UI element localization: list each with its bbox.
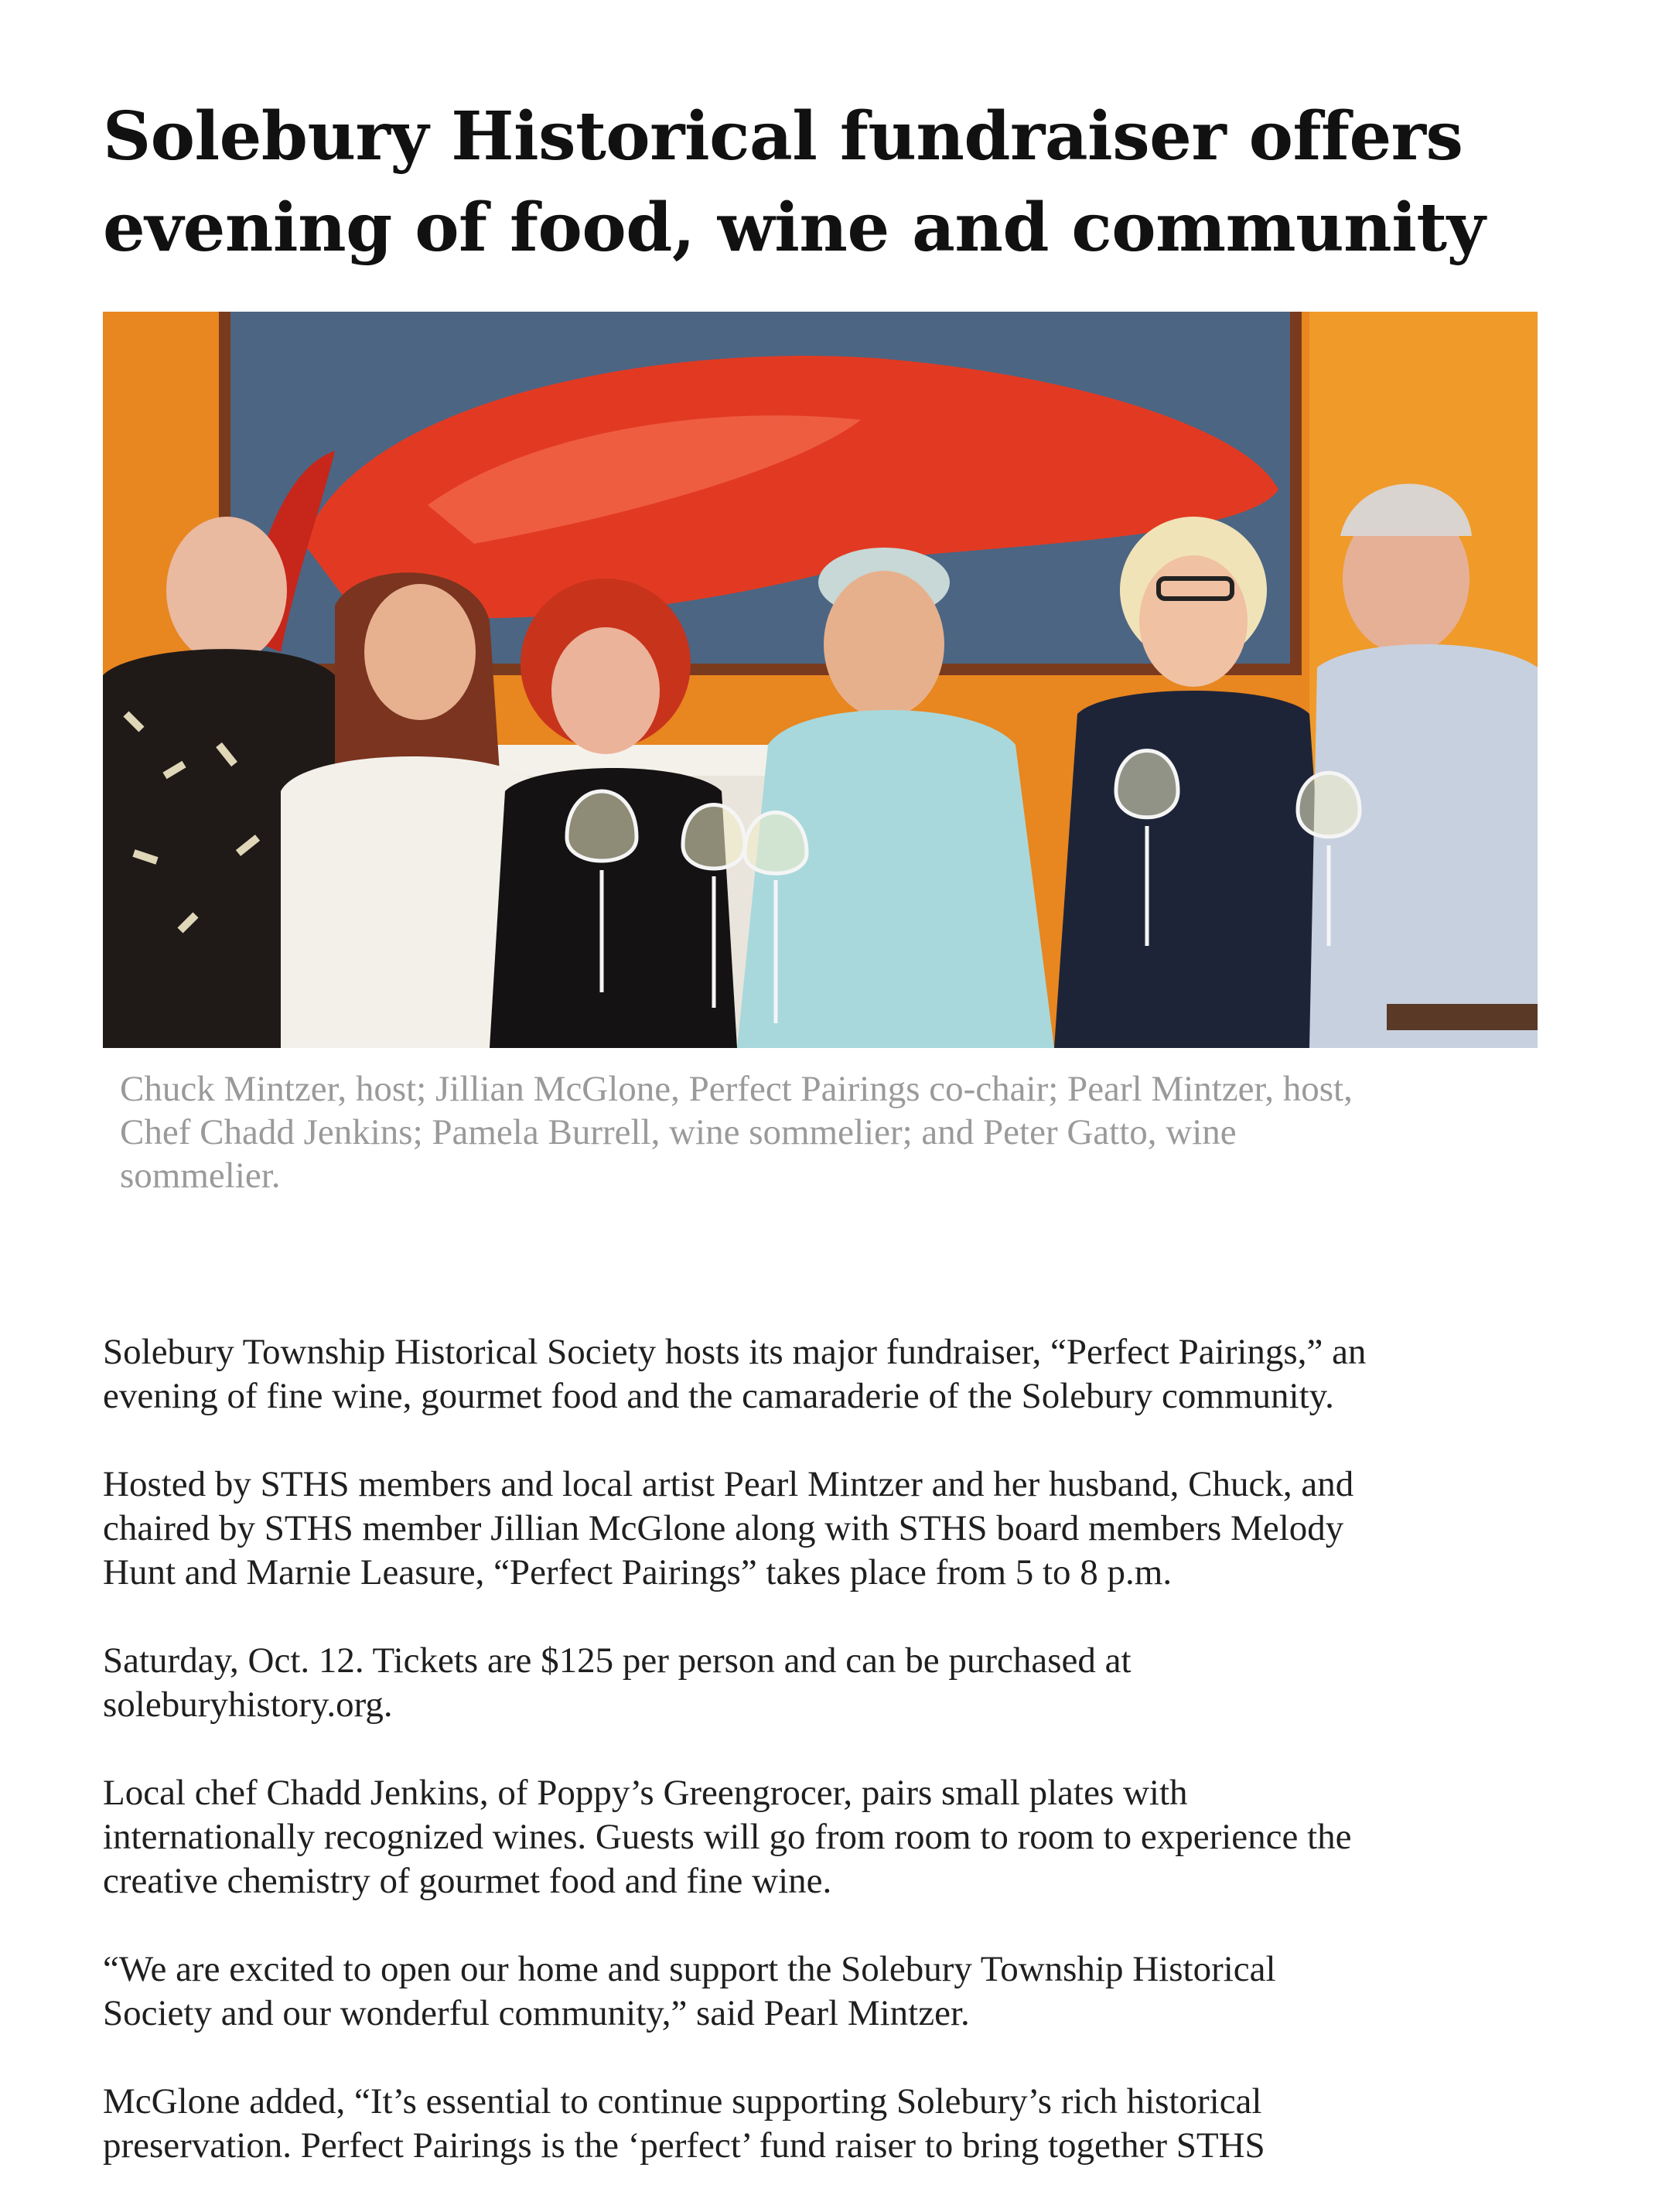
paragraph-line: chaired by STHS member Jillian McGlone along with STHS board members Melody bbox=[103, 1508, 1344, 1548]
headline-line: Solebury Historical fundraiser offers bbox=[103, 97, 1463, 176]
paragraph-hosts bbox=[103, 1463, 1572, 1595]
paragraph-line: McGlone added, “It’s essential to continue supporting Solebury’s rich historical bbox=[103, 2081, 1262, 2122]
article-headline bbox=[103, 91, 1572, 274]
paragraph-line: soleburyhistory.org. bbox=[103, 1685, 393, 1725]
paragraph-line: evening of fine wine, gourmet food and the camaraderie of the Solebury community. bbox=[103, 1376, 1334, 1416]
paragraph-line: Saturday, Oct. 12. Tickets are $125 per person and can be purchased at bbox=[103, 1640, 1132, 1681]
caption-line: sommelier. bbox=[120, 1155, 281, 1196]
paragraph-intro bbox=[103, 1330, 1572, 1418]
caption-line: Chef Chadd Jenkins; Pamela Burrell, wine sommelier; and Peter Gatto, wine bbox=[120, 1112, 1237, 1152]
paragraph-quote-mintzer bbox=[103, 1947, 1572, 2036]
paragraph-line: preservation. Perfect Pairings is the ‘perfect’ fund raiser to bring together STHS bbox=[103, 2125, 1265, 2166]
paragraph-line: internationally recognized wines. Guests will go from room to room to experience the bbox=[103, 1817, 1352, 1857]
paragraph-chef bbox=[103, 1771, 1572, 1903]
paragraph-line: creative chemistry of gourmet food and fine wine. bbox=[103, 1861, 832, 1901]
paragraph-line: “We are excited to open our home and support the Solebury Township Historical bbox=[103, 1949, 1276, 1989]
paragraph-line: Hosted by STHS members and local artist Pearl Mintzer and her husband, Chuck, and bbox=[103, 1464, 1354, 1504]
paragraph-line: Local chef Chadd Jenkins, of Poppy’s Greengrocer, pairs small plates with bbox=[103, 1773, 1188, 1813]
paragraph-line: Solebury Township Historical Society hosts its major fundraiser, “Perfect Pairings,” an bbox=[103, 1332, 1367, 1372]
photo-caption bbox=[120, 1067, 1528, 1197]
paragraph-line: Hunt and Marnie Leasure, “Perfect Pairings” takes place from 5 to 8 p.m. bbox=[103, 1552, 1173, 1592]
caption-line: Chuck Mintzer, host; Jillian McGlone, Perfect Pairings co-chair; Pearl Mintzer, host, bbox=[120, 1069, 1353, 1109]
article-photo bbox=[103, 312, 1538, 1048]
article-body bbox=[103, 1330, 1572, 2212]
paragraph-line: Society and our wonderful community,” said Pearl Mintzer. bbox=[103, 1993, 970, 2033]
paragraph-quote-mcglone bbox=[103, 2080, 1572, 2168]
headline-line: evening of food, wine and community bbox=[103, 189, 1486, 267]
photo-illustration bbox=[103, 312, 1538, 1048]
paragraph-tickets bbox=[103, 1639, 1572, 1727]
